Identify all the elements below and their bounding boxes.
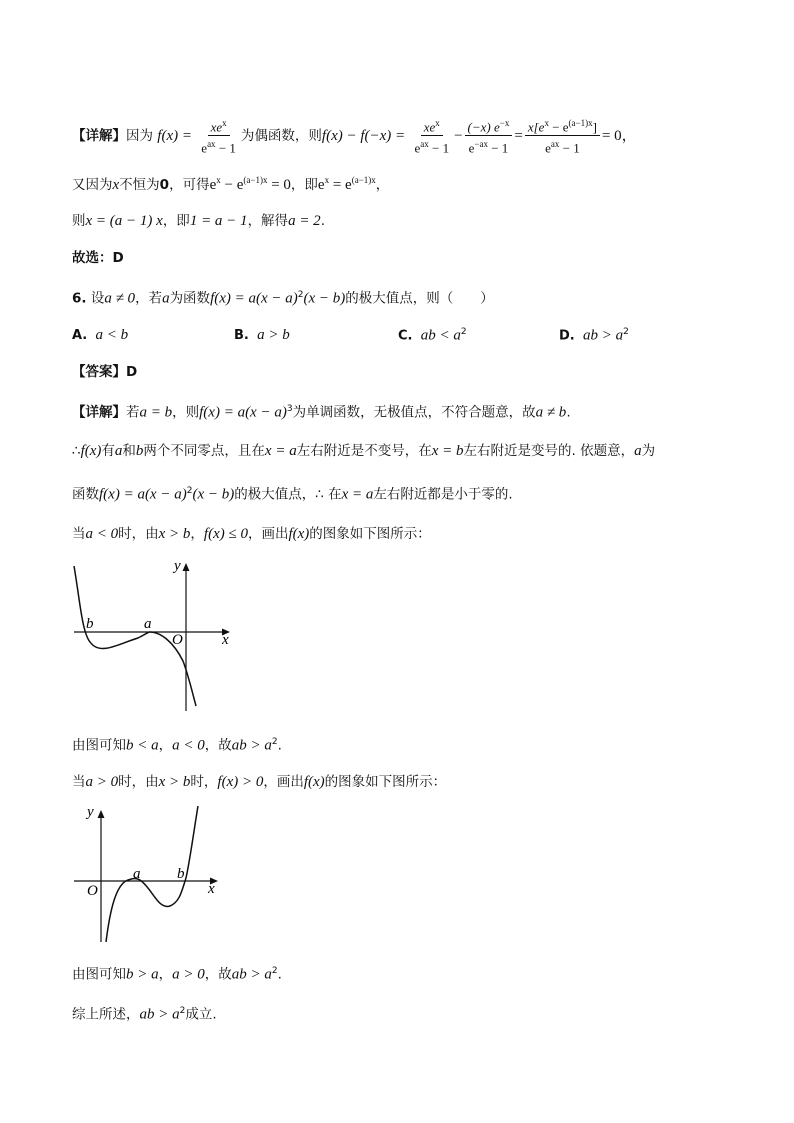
b-label: b <box>86 616 94 632</box>
fraction-3: $\frac{(-x) e^{-x}}{e^{-ax} - 1}$ <box>465 115 513 157</box>
conclusion-2: 由图可知b > a，a > 0，故ab > $a^2$. <box>72 966 282 983</box>
option-c[interactable]: C. ab < $a^2$ <box>398 327 467 344</box>
choice-line: 故选：D <box>72 250 124 266</box>
b-label: b <box>177 866 185 882</box>
detail-tag: 【详解】 <box>72 127 126 144</box>
option-b[interactable]: B. a > b <box>234 327 290 343</box>
detail-line-3: 函数$f(x) = a(x - a)^2(x - b)$的极大值点，∴ 在x = a左右附近都是小于零的. <box>72 486 513 503</box>
conclusion-1: 由图可知b < a，a < 0，故ab > $a^2$. <box>72 737 282 754</box>
origin-label: O <box>87 883 98 899</box>
origin-label: O <box>172 632 183 648</box>
detail-line-1: 【详解】若a = b，则$f(x) = a(x - a)^3$为单调函数，无极值点，不符合题意，故a ≠ b. <box>72 404 571 421</box>
case-2-line: 当a > 0时，由x > b时，f(x) > 0，画出f(x)的图象如下图所示： <box>72 774 447 790</box>
math-fx: f(x) = <box>157 127 192 144</box>
y-axis-arrow <box>98 810 105 818</box>
y-label: y <box>174 558 181 574</box>
solution-line-1: 【详解】因为 f(x) = $\frac{xe^x}{e^{ax} - 1}$ 为偶函数，则f(x) − f(−x) = $\frac{xe^x}{e^{ax} - 1}$ − $\frac{(-x) e^{-x}}{e^{-ax} - 1}$ = $\frac{x[e^x - e^{(a-1)x}]}{e^{ax} - 1}$ = 0， <box>72 115 637 157</box>
option-d[interactable]: D. ab > $a^2$ <box>559 327 629 344</box>
solution-line-3: 则x = (a − 1) x，即1 = a − 1，解得a = 2. <box>72 213 325 229</box>
y-axis-arrow <box>183 563 190 571</box>
x-label: x <box>222 632 229 648</box>
y-label: y <box>87 804 94 820</box>
answer-value: D <box>126 364 138 380</box>
final-conclusion: 综上所述，ab > $a^2$成立. <box>72 1006 217 1023</box>
x-label: x <box>208 881 215 897</box>
detail-line-2: ∴f(x)有a和b两个不同零点，且在x = a左右附近是不变号，在x = b左右附近是变号的. 依题意，a为 <box>72 443 656 459</box>
question-6: 6. 设a ≠ 0，若a为函数$f(x) = a(x - a)^2(x - b)$的极大值点，则（ ） <box>72 290 494 307</box>
fraction-1: $\frac{xe^x}{e^{ax} - 1}$ <box>198 115 239 157</box>
solution-line-2: 又因为x不恒为0，可得$e^x - e^{(a-1)x} = 0$，即$e^x = e^{(a-1)x}$， <box>72 175 390 193</box>
a-label: a <box>144 616 152 632</box>
answer-line: 【答案】D <box>72 364 138 380</box>
fraction-4: $\frac{x[e^x - e^{(a-1)x}]}{e^{ax} - 1}$ <box>525 115 600 157</box>
graph-case-2 <box>70 800 230 948</box>
fraction-2: $\frac{xe^x}{e^{ax} - 1}$ <box>411 115 452 157</box>
case-1-line: 当a < 0时，由x > b，f(x) ≤ 0，画出f(x)的图象如下图所示： <box>72 526 431 542</box>
a-label: a <box>133 866 141 882</box>
option-a[interactable]: A. a < b <box>72 327 129 343</box>
graph-case-1 <box>68 556 240 716</box>
